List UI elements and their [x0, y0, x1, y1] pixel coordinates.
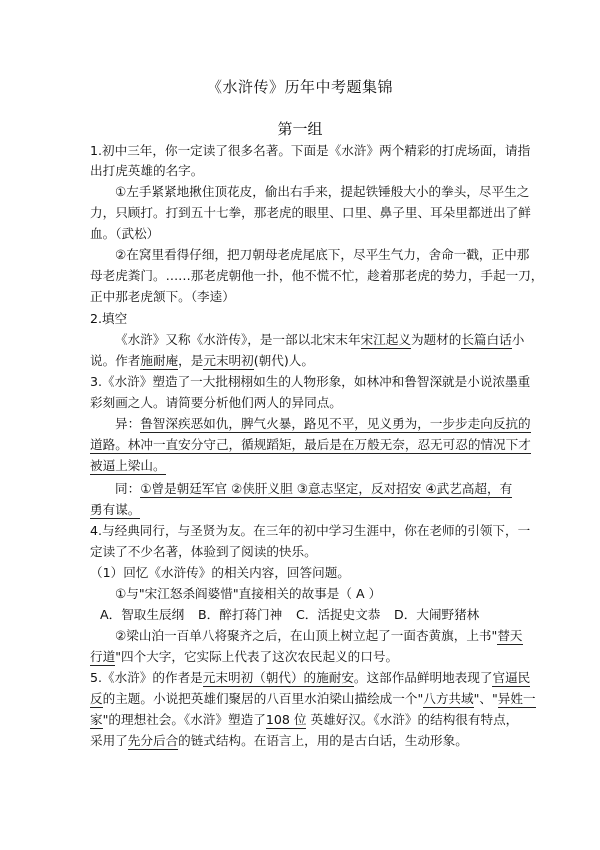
q2-answer-author: 施耐庵: [140, 353, 179, 368]
q1-line-1: 1.初中三年，你一定读了很多名著。下面是《水浒》两个精彩的打虎场面，请指: [90, 143, 531, 158]
q2-line-1-text-a: 《水浒》又称《水浒传》，是一部以北宋末年: [115, 332, 361, 347]
q5-line-3-text-b: 。《水浒》的结构很有特点，: [360, 712, 519, 727]
q4-item-1-question: ①与"宋江怒杀阎婆惜"直接相关的故事是（ A ）: [115, 586, 382, 601]
q5-line-2: [90, 690, 536, 708]
q5-line-3-text-a: "的理想社会。《水浒》塑造了: [102, 712, 266, 727]
q4-line-1: 4.与经典同行，与圣贤为友。在三年的初中学习生涯中，你在老师的引领下，一: [90, 523, 531, 538]
q4-item-2-text-a: ②梁山泊一百单八将聚齐之后，在山顶上树立起了一面杏黄旗，上书": [115, 628, 498, 643]
q4-item-2-line-2: [90, 648, 398, 666]
q3-difference-line-3: [90, 457, 166, 475]
q3-difference-text-2: 道路。林冲一直安分守己，循规蹈矩，最后是在万般无奈，忍无可忍的情况下才: [90, 437, 531, 452]
q2-line-2-text-a: 说。作者: [90, 353, 141, 368]
q3-difference-text-3: 被逼上梁山。: [90, 458, 166, 473]
q1-passage2-line-2: 母老虎粪门。……那老虎朝他一扑，他不慌不忙，趁着那老虎的势力，手起一刀，: [90, 268, 544, 283]
q2-line-1-text-b: 为题材的: [410, 332, 462, 347]
q2-answer-dynasty: 元末明初: [203, 353, 254, 368]
q1-passage2-line-1: ②在窝里看得仔细，把刀朝母老虎尾底下，尽平生气力，舍命一戳，正中那: [115, 247, 530, 262]
q5-answer-theme-b: 反: [90, 691, 103, 706]
q4-item-2-answer-a: 替天: [497, 628, 523, 643]
q5-answer-heroes: 英雄好汉: [310, 712, 361, 727]
q2-line-2-text-c: (朝代)人。: [253, 353, 314, 368]
q3-similarity-label: 同：: [115, 481, 141, 496]
q4-item-2-text-b: "四个大字，它实际上代表了这次农民起义的口号。: [115, 649, 399, 664]
page-title: 《水浒传》历年中考题集锦: [206, 78, 393, 96]
q1-passage1-line-1: ①左手紧紧地揪住顶花皮，偷出右手来，提起铁锤般大小的拳头，尽平生之: [115, 184, 530, 199]
q3-difference-line-1: [115, 415, 531, 433]
q3-line-2: 彩刻画之人。请简要分析他们两人的异同点。: [90, 395, 342, 410]
q3-similarity-line-2: [90, 501, 140, 519]
q1-line-2: 出打虎英雄的名字。: [90, 163, 204, 178]
q2-answer-genre: 长篇白话: [461, 332, 512, 347]
q5-line-1-text-a: 5.《水浒》的作者是: [90, 670, 203, 685]
q5-line-1-text-b: 。这部作品鲜明地表现了: [353, 670, 493, 685]
q5-line-2-text-a: 的主题。小说把英雄们聚居的八百里水泊梁山描绘成一个": [102, 691, 424, 706]
q2-label: 2.填空: [90, 311, 128, 326]
q2-answer-uprising: 宋江起义: [360, 332, 411, 347]
q4-option-d: D．大闹野猪林: [394, 607, 480, 622]
q1-passage1-line-3: 血。（武松）: [90, 226, 160, 241]
q4-option-c: C．活捉史文恭: [296, 607, 381, 622]
q4-option-b: B．醉打蒋门神: [198, 607, 283, 622]
q5-line-4: [90, 732, 468, 750]
q5-answer-structure: 先分后合: [127, 733, 179, 748]
q5-line-4-text-b: 的链式结构。在语言上，用的是古白话，生动形象。: [178, 733, 468, 748]
q4-subquestion-1: （1）回忆《水浒传》的相关内容，回答问题。: [90, 565, 350, 580]
q3-difference-label: 异：: [115, 416, 141, 431]
q2-line-2-text-b: ，是: [178, 353, 204, 368]
q5-answer-ideal-b: 异姓一: [497, 691, 536, 706]
q5-answer-ideal-c: 家: [90, 712, 103, 727]
q5-answer-theme-a: 官逼民: [492, 670, 531, 685]
q4-option-a: A．智取生辰纲: [100, 607, 185, 622]
q5-line-1: [90, 669, 530, 687]
q3-similarity-line-1: [115, 480, 512, 498]
q3-line-1: 3.《水浒》塑造了一大批栩栩如生的人物形象，如林冲和鲁智深就是小说浓墨重: [90, 374, 531, 389]
q1-passage1-line-2: 力，只顾打。打到五十七拳，那老虎的眼里、口里、鼻子里、耳朵里都迸出了鲜: [90, 205, 531, 220]
q5-line-3: [90, 711, 518, 729]
q4-line-2: 定读了不少名著，体验到了阅读的快乐。: [90, 544, 317, 559]
q3-difference-line-2: [90, 436, 531, 454]
q2-line-1: [115, 331, 524, 349]
q5-answer-count: 108 位: [265, 712, 307, 727]
q2-line-1-text-c: 小: [511, 332, 525, 347]
q3-similarity-text-1: ①曾是朝廷军官 ②侠肝义胆 ③意志坚定，反对招安 ④武艺高超，有: [140, 481, 513, 496]
q5-line-2-text-b: "、": [473, 691, 498, 706]
q5-line-4-text-a: 采用了: [90, 733, 128, 748]
q4-item-2-answer-b: 行道: [90, 649, 116, 664]
q5-answer-ideal-a: 八方共域: [423, 691, 474, 706]
q3-similarity-text-2: 勇有谋。: [90, 502, 141, 517]
q1-passage2-line-3: 正中那老虎颔下。（李逵）: [90, 289, 235, 304]
q4-item-2-line-1: [115, 627, 523, 645]
q2-line-2: [90, 352, 314, 370]
q3-difference-text-1: 鲁智深疾恶如仇，脾气火暴，路见不平，见义勇为，一步步走向反抗的: [140, 416, 531, 431]
q5-answer-author: 元末明初（朝代）的施耐安: [202, 670, 354, 685]
section-heading: 第一组: [277, 120, 323, 138]
